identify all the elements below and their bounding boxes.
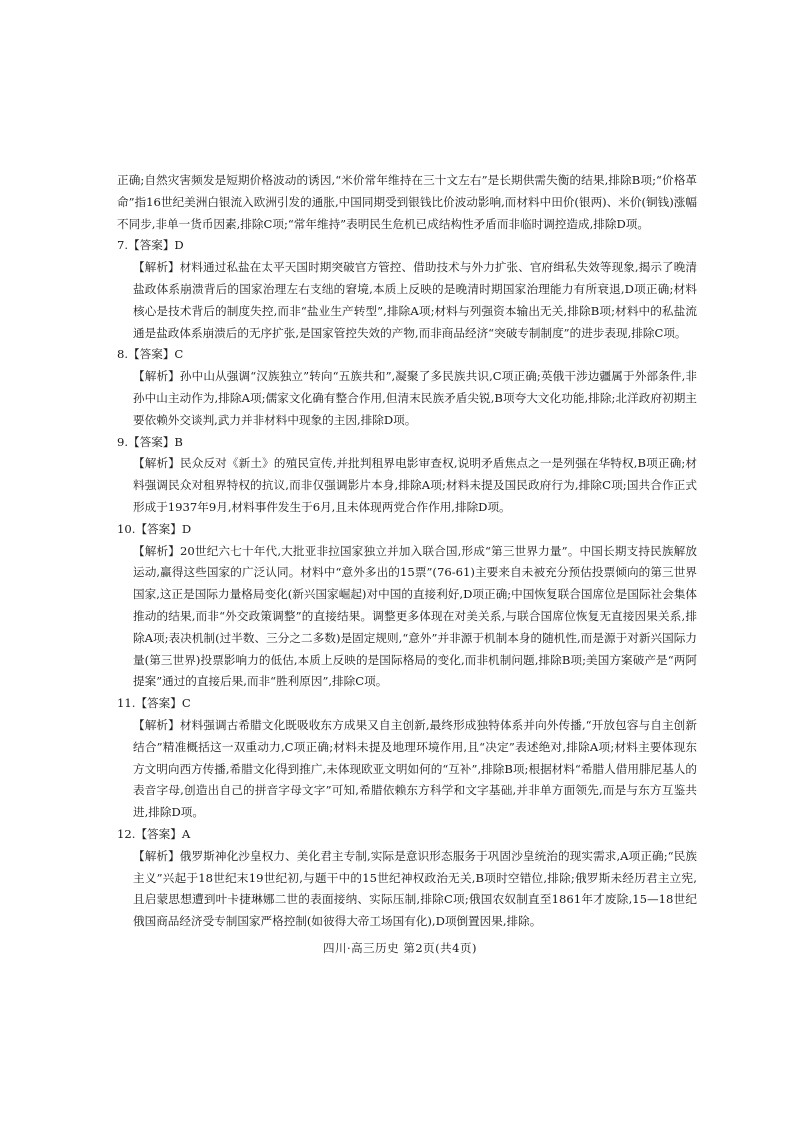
analysis-text: 【解析】材料通过私盐在太平天国时期突破官方管控、借助技术与外力扩张、官府缉私失效等现象,揭示了晚清盐政体系崩溃背后的国家治理左右支绌的窘境,本质上反映的是晚清时期国家治理能力有所衰退,D项正确;材料核心是技术背后的制度失控,而非“盐业生产转型”,排除A项;材料与列强资本输出无关,排除B项;材料中的私盐流通是盐政体系崩溃后的无序扩张,是国家管控失效的产物,而非商品经济“突破专制制度”的进步表现,排除C项。 [133, 260, 697, 340]
analysis-text: 【解析】俄罗斯神化沙皇权力、美化君主专制,实际是意识形态服务于巩固沙皇统治的现实需求,A项正确;“民族主义”兴起于18世纪末19世纪初,与题干中的15世纪神权政治无关,B项时空错位,排除;俄罗斯未经历君主立宪,且启蒙思想遭到叶卡捷琳娜二世的表面接纳、实际压制,排除C项;俄国农奴制直至1861年才废除,15—18世纪俄国商品经济受专制国家严格控制(如彼得大帝工场国有化),D项倒置因果,排除。 [133, 848, 697, 929]
answer-label: 10.【答案】D [117, 521, 192, 536]
question-11 [117, 693, 697, 824]
analysis-text: 【解析】民众反对《新土》的殖民宣传,并批判租界电影审查权,说明矛盾焦点之一是列强在华特权,B项正确;材料强调民众对租界特权的抗议,而非仅强调影片本身,排除A项;材料未提及国民政府行为,排除C项;国共合作正式形成于1937年9月,材料事件发生于6月,且未体现两党合作作用,排除D项。 [133, 456, 697, 514]
question-10 [117, 519, 697, 693]
question-7 [117, 235, 697, 344]
answer-label: 8.【答案】C [117, 347, 184, 362]
analysis-text: 【解析】孙中山从强调“汉族独立”转向“五族共和”,凝聚了多民族共识,C项正确;英俄干涉边疆属于外部条件,非孙中山主动作为,排除A项;儒家文化确有整合作用,但清末民族矛盾尖锐,B项夸大文化功能,排除;北洋政府初期主要依赖外交谈判,武力并非材料中现象的主因,排除D项。 [133, 369, 697, 427]
answer-label: 7.【答案】D [117, 238, 184, 253]
answer-label: 9.【答案】B [117, 434, 183, 449]
analysis-text: 【解析】材料强调古希腊文化既吸收东方成果又自主创新,最终形成独特体系并向外传播,“开放包容与自主创新结合”精准概括这一双重动力,C项正确;材料未提及地理环境作用,且“决定”表述绝对,排除A项;材料主要体现东方文明向西方传播,希腊文化得到推广,未体现欧亚文明如何的“互补”,排除B项;根据材料“希腊人借用腓尼基人的表音字母,创造出自己的拼音字母文字”可知,希腊依赖东方科学和文字基础,并非单方面领先,而是与东方互鉴共进,排除D项。 [133, 717, 697, 820]
analysis-text: 【解析】20世纪六七十年代,大批亚非拉国家独立并加入联合国,形成“第三世界力量”。中国长期支持民族解放运动,赢得这些国家的广泛认同。材料中“意外多出的15票”(76-61)主要来自未被充分预估投票倾向的第三世界国家,这正是国际力量格局变化(新兴国家崛起)对中国的直接利好,D项正确;中国恢复联合国席位是国际社会集体推动的结果,而非“外交政策调整”的直接结果。调整更多体现在对美关系,与联合国席位恢复无直接因果关系,排除A项;表决机制(过半数、三分之二多数)是固定规则,“意外”并非源于机制本身的随机性,而是源于对新兴国际力量(第三世界)投票影响力的低估,本质上反映的是国际格局的变化,而非机制问题,排除B项;美国方案破产是“两阿提案”通过的直接后果,而非“胜利原因”,排除C项。 [133, 543, 697, 689]
continued-analysis: 正确;自然灾害频发是短期价格波动的诱因,“米价常年维持在三十文左右”是长期供需失衡的结果,排除B项;“价格革命”指16世纪美洲白银流入欧洲引发的通胀,中国同期受到银钱比价波动影响,而材料中田价(银两)、米价(铜钱)涨幅不同步,非单一货币因素,排除C项;“常年维持”表明民生危机已成结构性矛盾而非临时调控造成,排除D项。 [117, 173, 697, 231]
page-footer: 四川·高三历史 第2页(共4页) [323, 941, 477, 955]
question-8 [117, 344, 697, 431]
answer-label: 12.【答案】A [117, 826, 191, 841]
question-12 [117, 824, 697, 933]
answer-label: 11.【答案】C [117, 696, 191, 711]
question-9 [117, 432, 697, 519]
answer-content [117, 170, 697, 933]
